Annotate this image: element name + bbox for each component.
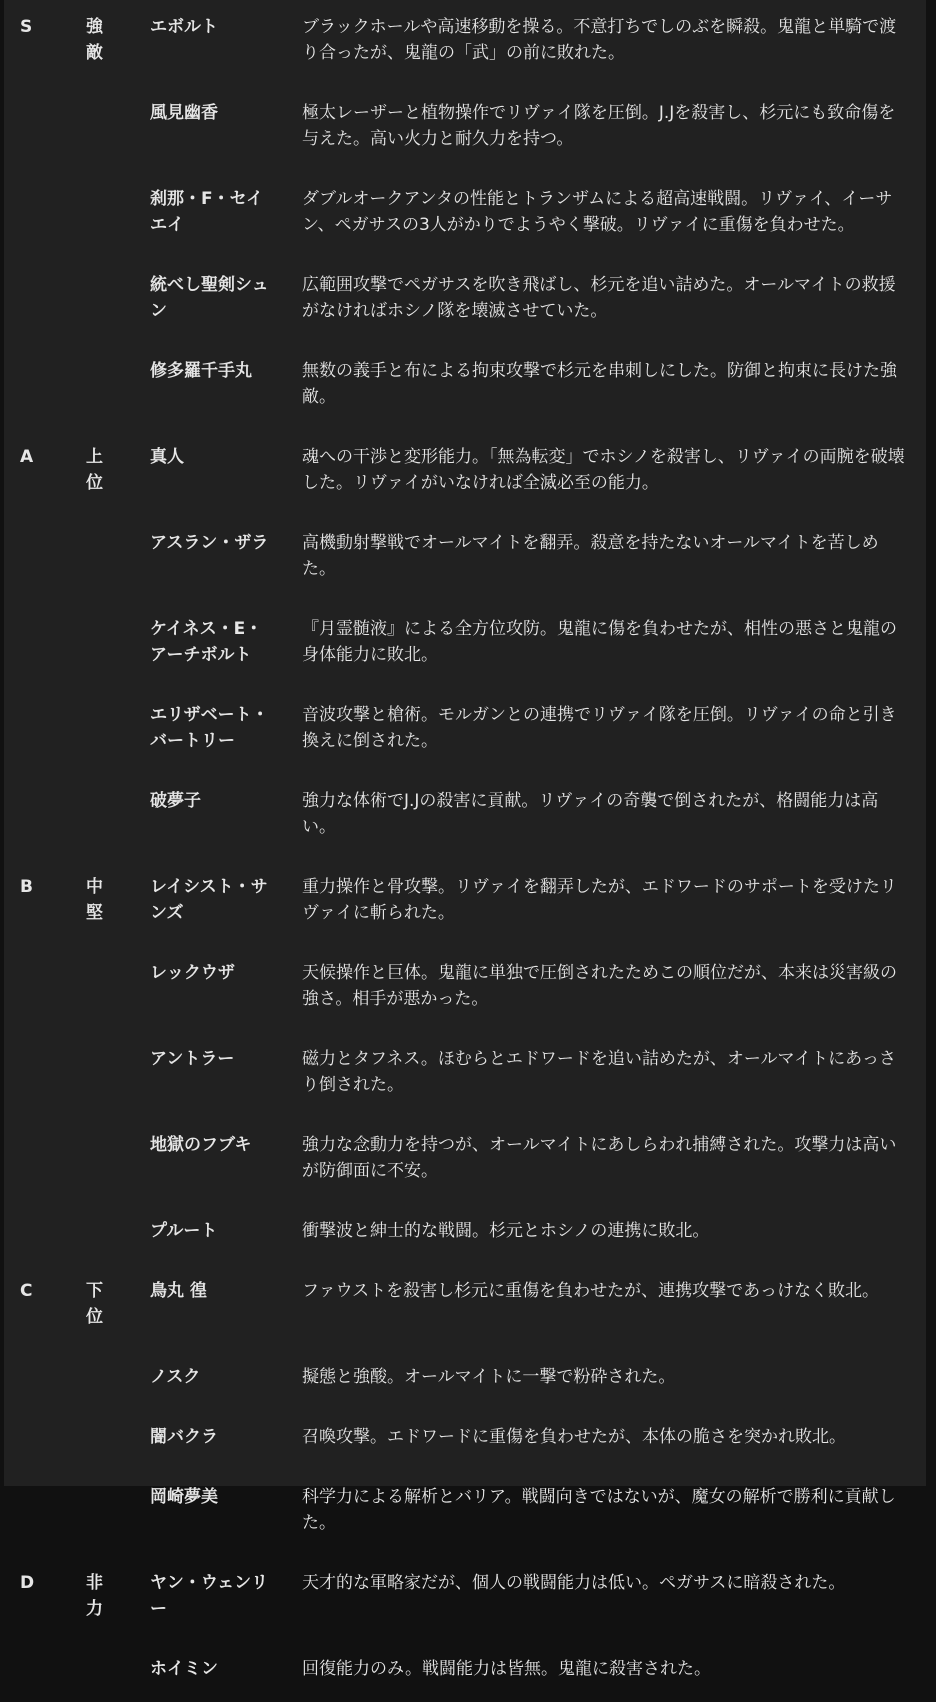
table-row: [4, 1118, 926, 1204]
tier-category-label: 下位: [86, 1281, 103, 1327]
tier-category: [66, 1470, 130, 1556]
table-row: [4, 1264, 926, 1350]
table-row: [4, 86, 926, 172]
character-name: 鳥丸 徨: [150, 1281, 207, 1301]
table-row: [4, 1032, 926, 1118]
tier-category: [66, 172, 130, 258]
character-description: 召喚攻撃。エドワードに重傷を負わせたが、本体の脆さを突かれ敗北。: [302, 1427, 846, 1447]
character-name: アントラー: [150, 1049, 235, 1069]
tier-category: [66, 1410, 130, 1470]
table-row: [4, 774, 926, 860]
character-description: 天才的な軍略家だが、個人の戦闘能力は低い。ペガサスに暗殺された。: [302, 1573, 846, 1593]
character-name: 統べし聖剣シュン: [150, 275, 269, 321]
table-row: [4, 172, 926, 258]
character-name: 闇バクラ: [150, 1427, 218, 1447]
tier-rank: [4, 1032, 66, 1118]
tier-rank: [4, 1470, 66, 1556]
tier-category: [66, 86, 130, 172]
table-row: [4, 1350, 926, 1410]
character-name: 修多羅千手丸: [150, 361, 252, 381]
character-description: 高機動射撃戦でオールマイトを翻弄。殺意を持たないオールマイトを苦しめた。: [302, 533, 879, 579]
tier-rank: [4, 172, 66, 258]
tier-category: [66, 860, 130, 946]
character-description: 無数の義手と布による拘束攻撃で杉元を串刺しにした。防御と拘束に長けた強敵。: [302, 361, 897, 407]
table-row: [4, 688, 926, 774]
tier-rank: C: [20, 1281, 33, 1301]
tier-category: [66, 602, 130, 688]
tier-rank: [4, 516, 66, 602]
table-row: [4, 1642, 926, 1702]
tier-table: [4, 0, 926, 1702]
character-description: 強力な体術でJ.Jの殺害に貢献。リヴァイの奇襲で倒されたが、格闘能力は高い。: [302, 791, 879, 837]
tier-rank: A: [20, 447, 34, 467]
tier-rank: S: [20, 17, 33, 37]
character-name: 破夢子: [150, 791, 201, 811]
tier-rank: [4, 86, 66, 172]
table-row: [4, 516, 926, 602]
character-name: ノスク: [150, 1367, 201, 1387]
tier-category: [66, 946, 130, 1032]
tier-category: [66, 430, 130, 516]
character-description: 重力操作と骨攻撃。リヴァイを翻弄したが、エドワードのサポートを受けたリヴァイに斬られた。: [302, 877, 897, 923]
table-row: [4, 430, 926, 516]
character-name: レックウザ: [150, 963, 235, 983]
tier-rank: D: [20, 1573, 35, 1593]
tier-category: [66, 258, 130, 344]
character-name: レイシスト・サンズ: [150, 877, 268, 923]
table-row: [4, 258, 926, 344]
character-description: 天候操作と巨体。鬼龍に単独で圧倒されたためこの順位だが、本来は災害級の強さ。相手が悪かった。: [302, 963, 897, 1009]
tier-rank: [4, 1204, 66, 1264]
character-name: ホイミン: [150, 1659, 218, 1679]
tier-category-label: 上位: [86, 447, 103, 493]
tier-rank: [4, 1410, 66, 1470]
tier-category: [66, 516, 130, 602]
table-row: [4, 344, 926, 430]
tier-rank: [4, 774, 66, 860]
character-name: エボルト: [150, 17, 218, 37]
character-description: 科学力による解析とバリア。戦闘向きではないが、魔女の解析で勝利に貢献した。: [302, 1487, 896, 1533]
table-row: [4, 946, 926, 1032]
tier-category: [66, 1642, 130, 1702]
table-row: [4, 602, 926, 688]
table-row: [4, 0, 926, 86]
tier-category: [66, 1032, 130, 1118]
character-description: ファウストを殺害し杉元に重傷を負わせたが、連携攻撃であっけなく敗北。: [302, 1281, 879, 1301]
tier-category: [66, 1264, 130, 1350]
tier-category: [66, 1556, 130, 1642]
character-description: 回復能力のみ。戦闘能力は皆無。鬼龍に殺害された。: [302, 1659, 712, 1679]
tier-rank: [4, 688, 66, 774]
character-name: ケイネス・E・アーチボルト: [150, 619, 263, 665]
tier-rank: B: [20, 877, 33, 897]
tier-rank: [4, 258, 66, 344]
character-description: ブラックホールや高速移動を操る。不意打ちでしのぶを瞬殺。鬼龍と単騎で渡り合ったが、鬼龍の「武」の前に敗れた。: [302, 17, 897, 63]
character-description: 擬態と強酸。オールマイトに一撃で粉砕された。: [302, 1367, 676, 1387]
table-row: [4, 1470, 926, 1556]
tier-category: [66, 0, 130, 86]
tier-category: [66, 688, 130, 774]
character-description: 磁力とタフネス。ほむらとエドワードを追い詰めたが、オールマイトにあっさり倒された。: [302, 1049, 896, 1095]
character-description: 衝撃波と紳士的な戦闘。杉元とホシノの連携に敗北。: [302, 1221, 710, 1241]
character-description: 『月霊髄液』による全方位攻防。鬼龍に傷を負わせたが、相性の悪さと鬼龍の身体能力に敗北。: [302, 619, 897, 665]
tier-category: [66, 1118, 130, 1204]
character-description: 広範囲攻撃でペガサスを吹き飛ばし、杉元を追い詰めた。オールマイトの救援がなければホシノ隊を壊滅させていた。: [302, 275, 896, 321]
tier-category: [66, 774, 130, 860]
table-row: [4, 1204, 926, 1264]
tier-category: [66, 1350, 130, 1410]
character-name: 地獄のフブキ: [150, 1135, 252, 1155]
tier-category-label: 非力: [86, 1573, 103, 1619]
character-name: 風見幽香: [150, 103, 218, 123]
character-name: エリザベート・バートリー: [150, 705, 269, 751]
character-name: プルート: [150, 1221, 218, 1241]
tier-category: [66, 1204, 130, 1264]
tier-rank: [4, 946, 66, 1032]
character-description: 強力な念動力を持つが、オールマイトにあしらわれ捕縛された。攻撃力は高いが防御面に不安。: [302, 1135, 897, 1181]
table-row: [4, 1556, 926, 1642]
tier-rank: [4, 602, 66, 688]
table-row: [4, 1410, 926, 1470]
character-description: 音波攻撃と槍術。モルガンとの連携でリヴァイ隊を圧倒。リヴァイの命と引き換えに倒された。: [302, 705, 897, 751]
tier-rank: [4, 1350, 66, 1410]
tier-category: [66, 344, 130, 430]
character-description: 魂への干渉と変形能力。「無為転変」でホシノを殺害し、リヴァイの両腕を破壊した。リヴァイがいなければ全滅必至の能力。: [302, 447, 905, 493]
tier-rank: [4, 344, 66, 430]
character-name: アスラン・ザラ: [150, 533, 269, 553]
character-name: 刹那・F・セイエイ: [150, 189, 264, 235]
character-description: 極太レーザーと植物操作でリヴァイ隊を圧倒。J.Jを殺害し、杉元にも致命傷を与えた。高い火力と耐久力を持つ。: [302, 103, 896, 149]
character-description: ダブルオークアンタの性能とトランザムによる超高速戦闘。リヴァイ、イーサン、ペガサスの3人がかりでようやく撃破。リヴァイに重傷を負わせた。: [302, 189, 893, 235]
tier-category-label: 強敵: [86, 17, 103, 63]
tier-list-panel: [4, 0, 926, 1679]
tier-rank: [4, 1642, 66, 1702]
character-name: ヤン・ウェンリー: [150, 1573, 269, 1619]
character-name: 岡崎夢美: [150, 1487, 218, 1507]
tier-rank: [4, 1118, 66, 1204]
character-name: 真人: [150, 447, 184, 467]
table-row: [4, 860, 926, 946]
tier-category-label: 中堅: [86, 877, 103, 923]
